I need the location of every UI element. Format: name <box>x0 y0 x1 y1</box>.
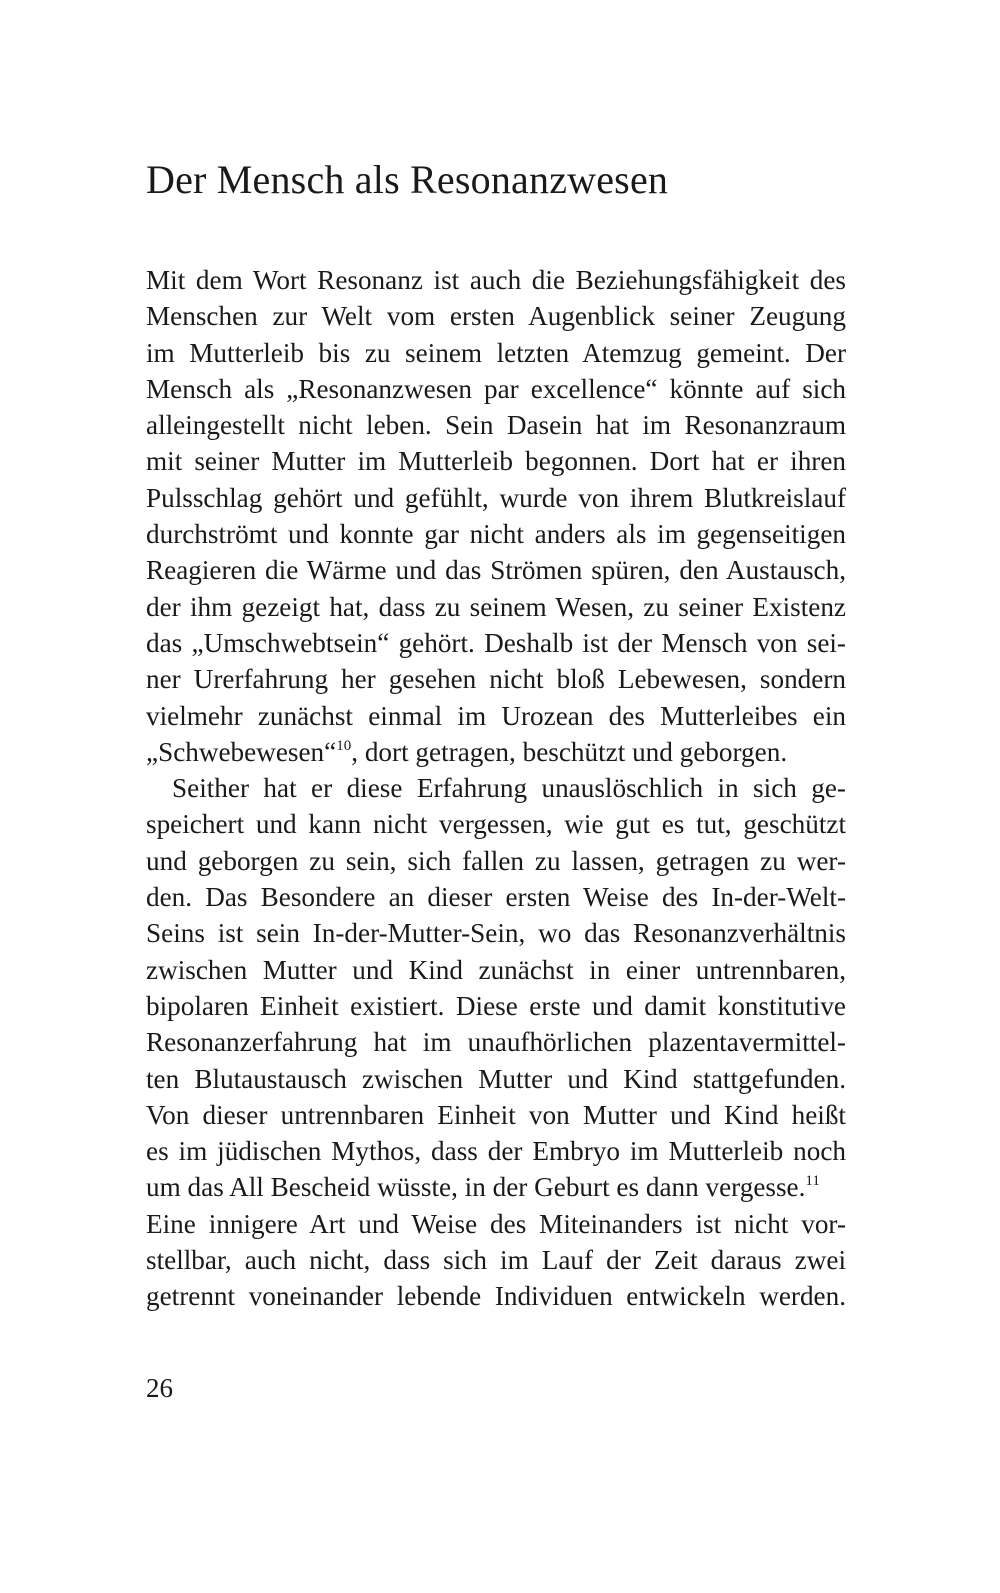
text-line: es im jüdischen Mythos, dass der Embryo im Mutterleib noch <box>146 1136 846 1167</box>
text-line: Reagieren die Wärme und das Strömen spüren, den Austausch, <box>146 555 846 586</box>
text-line: Seither hat er diese Erfahrung unauslöschlich in sich ge- <box>172 773 846 804</box>
text-line: „Schwebewesen“$^{10}$, dort getragen, beschützt und geborgen. <box>146 736 788 767</box>
text-line: Seins ist sein In-der-Mutter-Sein, wo das Resonanzverhältnis <box>146 918 846 949</box>
text-line: durchströmt und konnte gar nicht anders als im gegenseitigen <box>146 519 846 550</box>
text-line: Von dieser untrennbaren Einheit von Mutter und Kind heißt <box>146 1099 846 1130</box>
footnote-marker[interactable]: 11 <box>805 1173 820 1190</box>
text-line: Resonanzerfahrung hat im unaufhörlichen plazentavermittel- <box>146 1027 846 1058</box>
book-page <box>146 0 846 1593</box>
page-number: 26 <box>146 1373 173 1403</box>
text-line: Mit dem Wort Resonanz ist auch die Beziehungsfähigkeit des <box>146 265 846 295</box>
text-line: ner Urerfahrung her gesehen nicht bloß Lebewesen, sondern <box>146 664 846 695</box>
body-text <box>146 262 846 1315</box>
text-line: stellbar, auch nicht, dass sich im Lauf der Zeit daraus zwei <box>146 1245 846 1276</box>
text-line: Eine innigere Art und Weise des Miteinanders ist nicht vor- <box>146 1208 846 1239</box>
text-line: und geborgen zu sein, sich fallen zu lassen, getragen zu wer- <box>146 845 846 876</box>
text-line: Mensch als „Resonanzwesen par excellence“ könnte auf sich <box>146 373 846 404</box>
text-line: das „Umschwebtsein“ gehört. Deshalb ist der Mensch von sei- <box>146 627 846 658</box>
text-line: der ihm gezeigt hat, dass zu seinem Wesen, zu seiner Existenz <box>146 591 846 622</box>
footnote-marker[interactable]: 10 <box>336 737 352 754</box>
text-line: um das All Bescheid wüsste, in der Geburt es dann vergesse.$^{11}$ <box>146 1172 820 1203</box>
text-line: Pulsschlag gehört und gefühlt, wurde von ihrem Blutkreislauf <box>146 482 846 513</box>
text-line: zwischen Mutter und Kind zunächst in einer untrennbaren, <box>146 954 846 985</box>
text-line: den. Das Besondere an dieser ersten Weise des In-der-Welt- <box>146 882 846 913</box>
text-line: vielmehr zunächst einmal im Urozean des Mutterleibes ein <box>146 700 846 731</box>
text-line: speichert und kann nicht vergessen, wie gut es tut, geschützt <box>146 809 846 840</box>
text-line: ten Blutaustausch zwischen Mutter und Kind stattgefunden. <box>146 1063 846 1094</box>
chapter-title: Der Mensch als Resonanzwesen <box>146 157 669 202</box>
text-line: mit seiner Mutter im Mutterleib begonnen. Dort hat er ihren <box>146 446 846 477</box>
text-line: alleingestellt nicht leben. Sein Dasein hat im Resonanzraum <box>146 410 846 441</box>
text-line: getrennt voneinander lebende Individuen entwickeln werden. <box>146 1281 846 1312</box>
text-line: Menschen zur Welt vom ersten Augenblick seiner Zeugung <box>146 301 846 332</box>
text-line: bipolaren Einheit existiert. Diese erste und damit konstitutive <box>146 990 846 1021</box>
text-line: im Mutterleib bis zu seinem letzten Atemzug gemeint. Der <box>146 337 846 368</box>
